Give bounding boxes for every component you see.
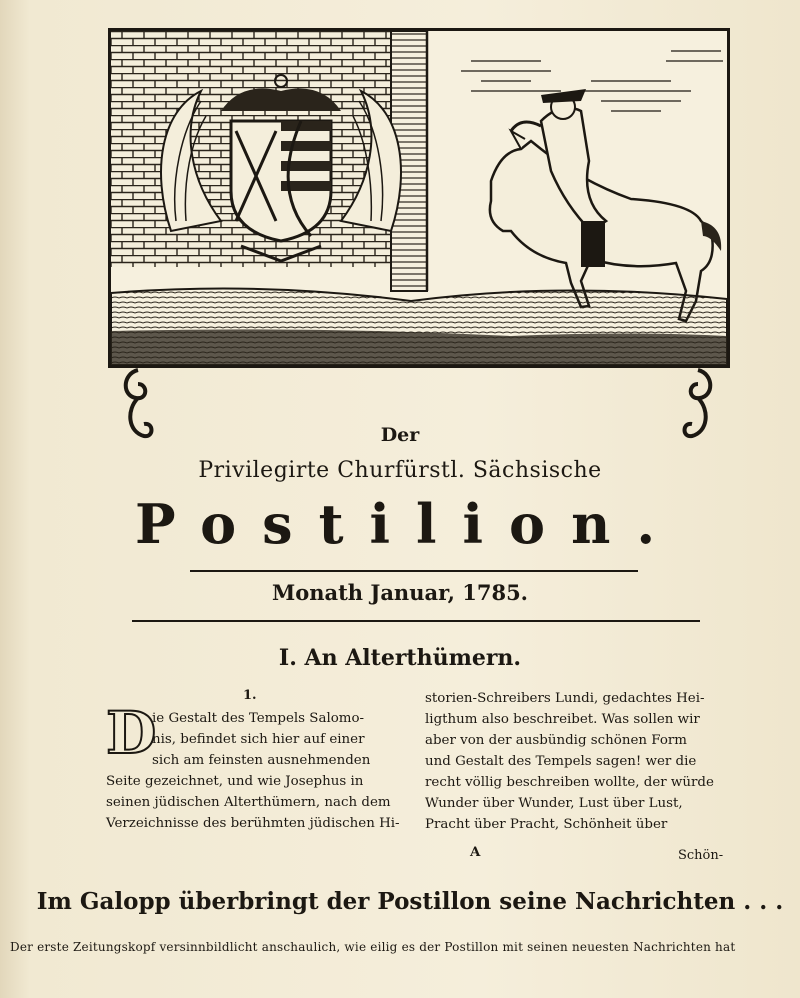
postilion-woodcut-illustration bbox=[111, 31, 727, 365]
text-line: sich am feinsten ausnehmenden bbox=[152, 753, 371, 768]
article-column-right bbox=[425, 688, 725, 835]
text-line: Pracht über Pracht, Schönheit über bbox=[425, 817, 668, 832]
article-column-left bbox=[106, 708, 410, 834]
article-number: 1. bbox=[243, 688, 257, 703]
postilion-rider-icon bbox=[490, 89, 721, 321]
masthead-rule-top bbox=[190, 570, 638, 572]
dropcap: D bbox=[106, 699, 157, 767]
text-line: Verzeichnisse des berühmten jüdischen Hi- bbox=[106, 816, 400, 831]
text-line: seinen jüdischen Alterthümern, nach dem bbox=[106, 795, 391, 810]
text-line: storien-Schreibers Lundi, gedachtes Hei- bbox=[425, 691, 705, 706]
masthead-subtitle: Privilegirte Churfürstl. Sächsische bbox=[198, 458, 602, 483]
masthead-title: Postilion. bbox=[135, 492, 682, 556]
text-line: aber von der ausbündig schönen Form bbox=[425, 733, 687, 748]
text-line: ie Gestalt des Tempels Salomo- bbox=[152, 711, 365, 726]
caption-title: Im Galopp überbringt der Postillon seine Nachrichten . . . bbox=[36, 888, 784, 915]
text-line: Wunder über Wunder, Lust über Lust, bbox=[425, 796, 683, 811]
catchword: Schön- bbox=[678, 848, 724, 863]
signature-mark: A bbox=[470, 844, 481, 860]
masthead-article: Der bbox=[380, 424, 420, 446]
caption-body: Der erste Zeitungskopf versinnbildlicht anschaulich, wie eilig es der Postillon mit seinen neuesten Nachrichten hat bbox=[10, 940, 736, 954]
text-line: nis, befindet sich hier auf einer bbox=[152, 732, 365, 747]
sky-hatching bbox=[461, 51, 723, 111]
masthead-woodcut bbox=[108, 28, 730, 368]
text-line: Seite gezeichnet, und wie Josephus in bbox=[106, 774, 364, 789]
section-heading: I. An Alterthümern. bbox=[278, 645, 522, 671]
masthead-rule-bottom bbox=[132, 620, 700, 622]
text-line: ligthum also beschreibet. Was sollen wir bbox=[425, 712, 700, 727]
text-line: recht völlig beschreiben wollte, der würde bbox=[425, 775, 714, 790]
text-line: und Gestalt des Tempels sagen! wer die bbox=[425, 754, 697, 769]
issue-date: Monath Januar, 1785. bbox=[271, 580, 528, 605]
